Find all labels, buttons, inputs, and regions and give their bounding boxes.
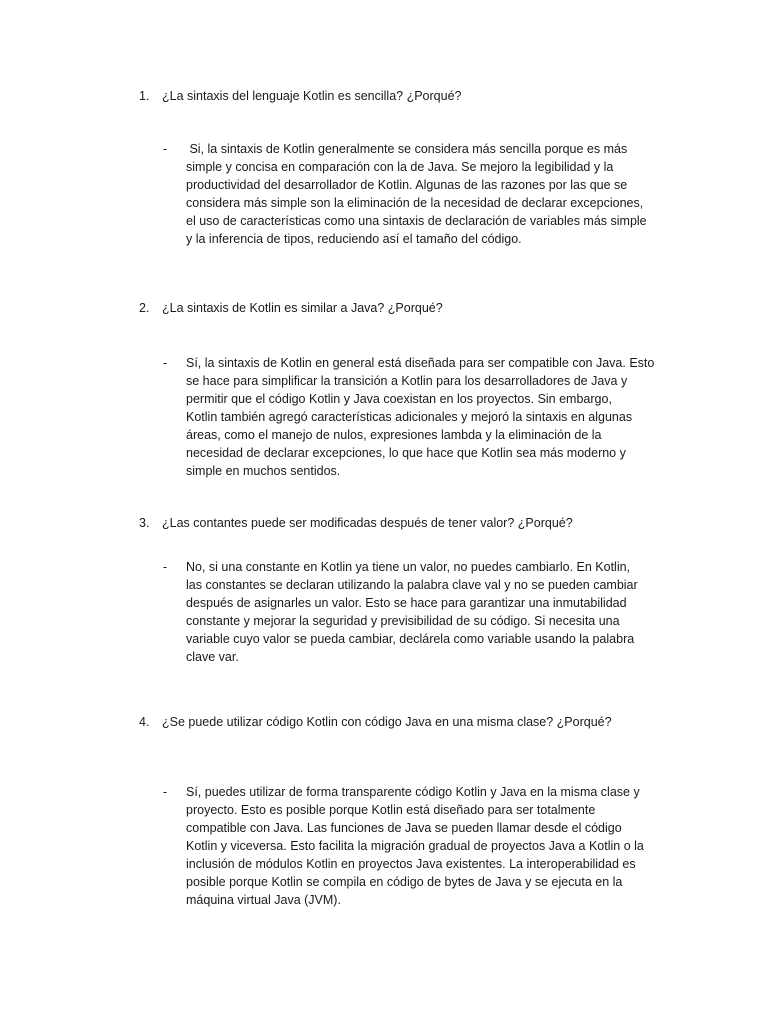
answer-line: Kotlin también agregó características adicionales y mejoró la sintaxis en algunas (186, 410, 633, 424)
answer-2 (163, 354, 673, 480)
answer-line: proyecto. Esto es posible porque Kotlin está diseñado para ser totalmente (186, 803, 596, 817)
question-4 (139, 713, 679, 731)
question-1 (139, 87, 679, 105)
question-text: ¿La sintaxis del lenguaje Kotlin es sencilla? ¿Porqué? (162, 89, 462, 103)
question-number: 2. (139, 301, 150, 315)
question-2 (139, 299, 679, 317)
answer-line: necesidad de declarar excepciones, lo que hace que Kotlin sea más moderno y (186, 446, 626, 460)
answer-line: después de asignarles un valor. Esto se hace para garantizar una inmutabilidad (186, 596, 627, 610)
answer-line: simple en muchos sentidos. (186, 464, 341, 478)
answer-4 (163, 783, 673, 909)
answer-text (186, 558, 673, 666)
question-text: ¿Se puede utilizar código Kotlin con código Java en una misma clase? ¿Porqué? (162, 715, 612, 729)
answer-line: Kotlin y viceversa. Esto facilita la migración gradual de proyectos Java a Kotlin o la (186, 839, 644, 853)
answer-line: Sí, la sintaxis de Kotlin en general está diseñada para ser compatible con Java. Esto (186, 356, 655, 370)
bullet-dash: - (163, 785, 168, 799)
question-text: ¿Las contantes puede ser modificadas después de tener valor? ¿Porqué? (162, 516, 573, 530)
answer-line: compatible con Java. Las funciones de Java se pueden llamar desde el código (186, 821, 622, 835)
answer-line: constante y mejorar la seguridad y previsibilidad de su código. Si necesita una (186, 614, 620, 628)
answer-line: Si, la sintaxis de Kotlin generalmente se considera más sencilla porque es más (186, 142, 628, 156)
bullet-dash: - (163, 356, 168, 370)
bullet-dash: - (163, 560, 168, 574)
answer-line: y la inferencia de tipos, reduciendo así el tamaño del código. (186, 232, 522, 246)
question-text: ¿La sintaxis de Kotlin es similar a Java? ¿Porqué? (162, 301, 443, 315)
answer-line: inclusión de módulos Kotlin en proyectos Java existentes. La interoperabilidad es (186, 857, 636, 871)
answer-text (186, 354, 673, 480)
question-3 (139, 514, 679, 532)
answer-3 (163, 558, 673, 666)
answer-line: clave var. (186, 650, 239, 664)
answer-line: las constantes se declaran utilizando la palabra clave val y no se pueden cambiar (186, 578, 638, 592)
answer-line: permitir que el código Kotlin y Java coexistan en los proyectos. Sin embargo, (186, 392, 612, 406)
answer-text (186, 140, 673, 248)
answer-line: No, si una constante en Kotlin ya tiene un valor, no puedes cambiarlo. En Kotlin, (186, 560, 631, 574)
answer-line: Sí, puedes utilizar de forma transparente código Kotlin y Java en la misma clase y (186, 785, 640, 799)
answer-line: considera más simple son la eliminación de la necesidad de declarar excepciones, (186, 196, 644, 210)
question-number: 1. (139, 89, 150, 103)
answer-line: se hace para simplificar la transición a Kotlin para los desarrolladores de Java y (186, 374, 628, 388)
answer-line: simple y concisa en comparación con la de Java. Se mejoro la legibilidad y la (186, 160, 614, 174)
question-number: 3. (139, 516, 150, 530)
bullet-dash: - (163, 142, 168, 156)
answer-line: máquina virtual Java (JVM). (186, 893, 341, 907)
answer-line: el uso de características como una sintaxis de declaración de variables más simple (186, 214, 647, 228)
answer-text (186, 783, 673, 909)
answer-line: productividad del desarrollador de Kotlin. Algunas de las razones por las que se (186, 178, 628, 192)
question-number: 4. (139, 715, 150, 729)
answer-line: posible porque Kotlin se compila en código de bytes de Java y se ejecuta en la (186, 875, 623, 889)
answer-1 (163, 140, 673, 248)
answer-line: áreas, como el manejo de nulos, expresiones lambda y la eliminación de la (186, 428, 602, 442)
answer-line: variable cuyo valor se pueda cambiar, declárela como variable usando la palabra (186, 632, 635, 646)
